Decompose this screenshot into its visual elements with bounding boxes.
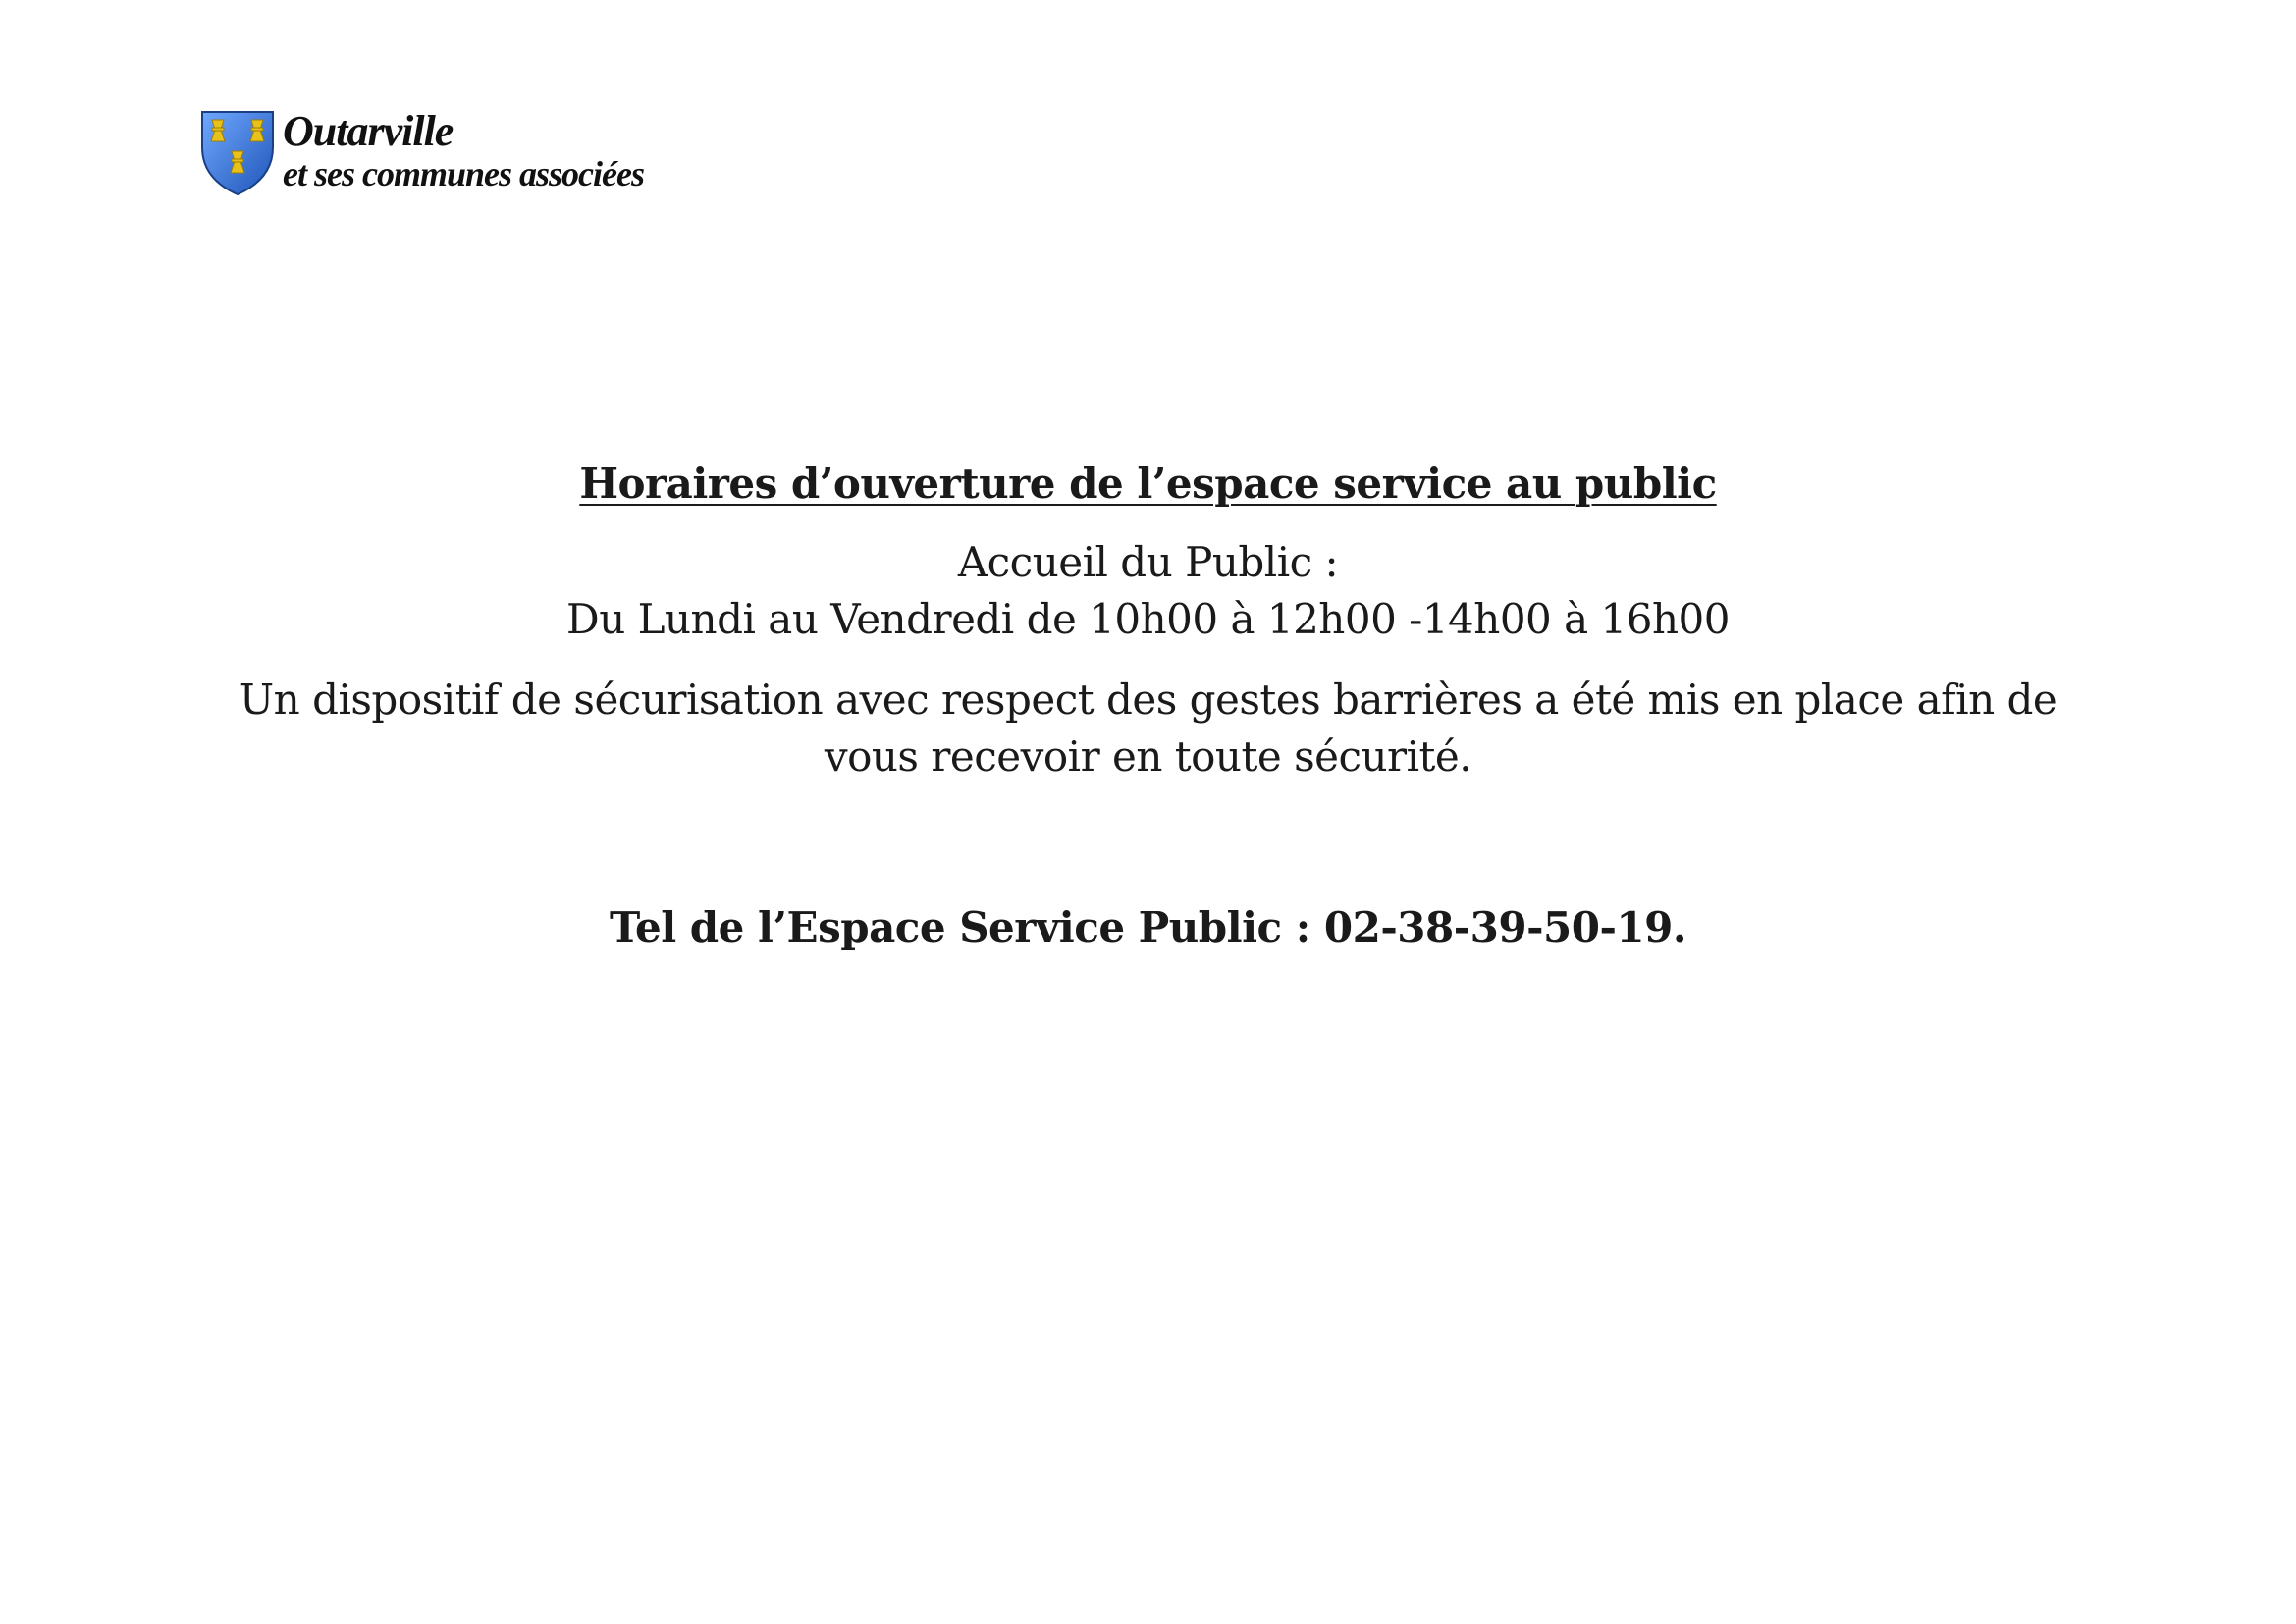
safety-text-line-1: Un dispositif de sécurisation avec respect des gestes barrières a été mis en place afin de bbox=[239, 676, 2057, 724]
safety-text-line-2: vous recevoir en toute sécurité. bbox=[824, 732, 1472, 781]
logo-town-name: Outarville bbox=[283, 107, 454, 155]
opening-hours: Du Lundi au Vendredi de 10h00 à 12h00 -14h00 à 16h00 bbox=[566, 595, 1730, 643]
phone-number: Tel de l’Espace Service Public : 02-38-39-50-19. bbox=[610, 903, 1686, 951]
logo-subtitle: et ses communes associées bbox=[283, 154, 644, 193]
reception-label: Accueil du Public : bbox=[957, 538, 1339, 586]
coat-of-arms-shield-icon bbox=[198, 108, 277, 196]
notice-title: Horaires d’ouverture de l’espace service au public bbox=[579, 460, 1717, 508]
municipality-logo bbox=[192, 104, 664, 212]
